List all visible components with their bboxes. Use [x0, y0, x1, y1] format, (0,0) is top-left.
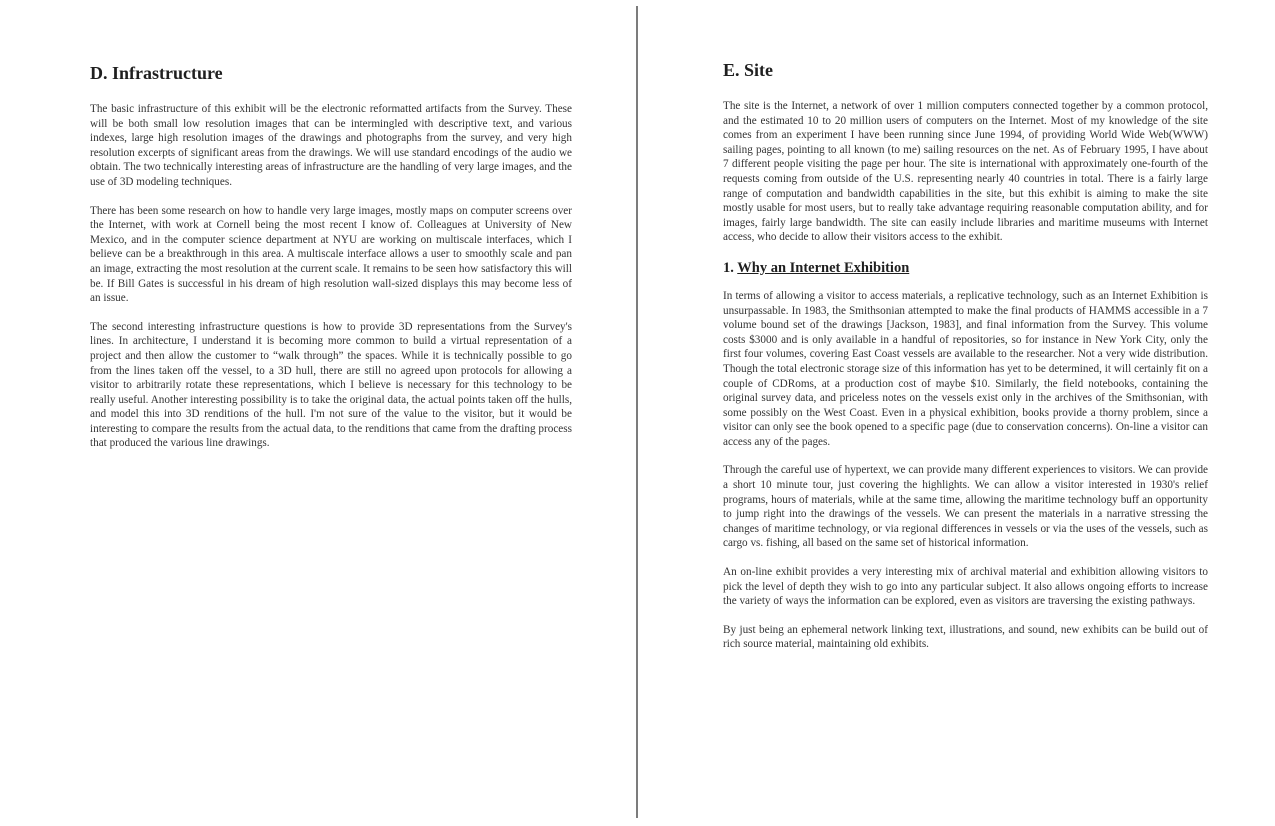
paragraph-why-4: By just being an ephemeral network linking text, illustrations, and sound, new exhibits can be build out of rich source material, maintaining old exhibits.	[723, 623, 1208, 651]
paragraph-why-2: Through the careful use of hypertext, we can provide many different experiences to visitors. We can provide a short 10 minute tour, just covering the highlights. We can allow a visitor interested in 1930's relief programs, hours of materials, while at the same time, allowing the maritime technology buff an opportunity to jump right into the drawings of the vessels. We can present the materials in a narrative stressing the changes of maritime technology, or via regional differences in vessels or via the uses of the vessels, such as cargo vs. fishing, all based on the same set of historical information.	[723, 464, 1208, 550]
right-column	[723, 59, 1208, 666]
right-page	[638, 0, 1275, 826]
subsection-number: 1.	[723, 259, 734, 276]
paragraph-why-1: In terms of allowing a visitor to access materials, a replicative technology, such as an Internet Exhibition is unsurpassable. In 1983, the Smithsonian attempted to make the final products of HAMMS accessible in a 7 volume bound set of the drawings [Jackson, 1983], and final information from the Survey. This volume costs $3000 and is only available in a handful of repositories, so for instance in New York City, only the first four volumes, covering East Coast vessels are available to the researcher. Not a very wide distribution. Though the total electronic storage size of this information has yet to be determined, it will certainly fit on a couple of CDRoms, at a production cost of maybe $10. Similarly, the field notebooks, containing the original survey data, and priceless notes on the vessels exist only in the archives of the Smithsonian, with some possibly on the West Coast. Even in a physical exhibition, books provide a thorny problem, since a visitor can only see the book opened to a specific page (due to conservation concerns). On-line a visitor can access any of the pages.	[723, 289, 1208, 448]
paragraph-why-3: An on-line exhibit provides a very interesting mix of archival material and exhibition allowing visitors to pick the level of depth they wish to go into any particular subject. It also allows ongoing efforts to increase the variety of ways the information can be explored, even as visitors are traversing the existing pathways.	[723, 566, 1208, 608]
section-heading-site: E. Site	[723, 60, 774, 80]
paragraph-site-intro: The site is the Internet, a network of over 1 million computers connected together by a common protocol, and the estimated 10 to 20 million users of computers on the Internet. Most of my knowledge of the site comes from an experiment I have been running since June 1994, of providing World Wide Web(WWW) sailing pages, pointing to all known (to me) sailing resources on the net. As of February 1995, I have about 7 different people visiting the page per hour. The site is international with approximately one-fourth of the requests coming from outside of the U.S. representing nearly 40 countries in total. There is a fairly large range of computation and bandwidth capabilities in the site, but this exhibit is aiming to make the site mostly usable for most users, but to really take advantage requiring reasonable computation ability, and for images, fairly large bandwidth. The site can easily include libraries and maritime museums with Internet access, who decide to allow their visitors access to the exhibit.	[723, 100, 1208, 244]
paragraph-infrastructure-2: There has been some research on how to handle very large images, mostly maps on computer screens over the Internet, with work at Cornell being the most recent I know of. Colleagues at University of New Mexico, and in the computer science department at NYU are working on multiscale interfaces, which I believe can be a breakthrough in this area. A multiscale interface allows a user to smoothly scale and pan an image, extracting the most resolution at the current scale. It remains to be seen how satisfactory this will be. If Bill Gates is successful in his dream of high resolution wall-sized displays this may become less of an issue.	[90, 204, 572, 305]
left-column	[90, 62, 572, 465]
subsection-title: Why an Internet Exhibition	[737, 259, 910, 276]
section-heading-infrastructure: D. Infrastructure	[90, 63, 223, 83]
subsection-heading-why-internet	[723, 259, 1208, 277]
paragraph-infrastructure-3: The second interesting infrastructure questions is how to provide 3D representations from the Survey's lines. In architecture, I understand it is becoming more common to build a virtual representation of a project and then allow the customer to “walk through” the spaces. While it is technically possible to go from the lines taken off the vessel, to a 3D hull, there are still no agreed upon protocols for allowing a visitor to arbitrarily rotate these representations, which I believe is necessary for this technology to be really useful. Another interesting possibility is to take the original data, the actual points taken off the hulls, and model this into 3D renditions of the hull. I'm not sure of the value to the visitor, but it would be interesting to compare the results from the actual data, to the renditions that came from the drafting process that produced the various line drawings.	[90, 320, 572, 450]
left-page	[0, 0, 636, 826]
paragraph-infrastructure-1: The basic infrastructure of this exhibit will be the electronic reformatted artifacts from the Survey. These will be both small low resolution images that can be intermingled with descriptive text, and various indexes, large high resolution images of the drawings and photographs from the survey, and very high resolution excerpts of significant areas from the drawings. We will use standard encodings of the audio we obtain. The two technically interesting areas of infrastructure are the handling of very large images, and the use of 3D modeling techniques.	[90, 103, 572, 188]
